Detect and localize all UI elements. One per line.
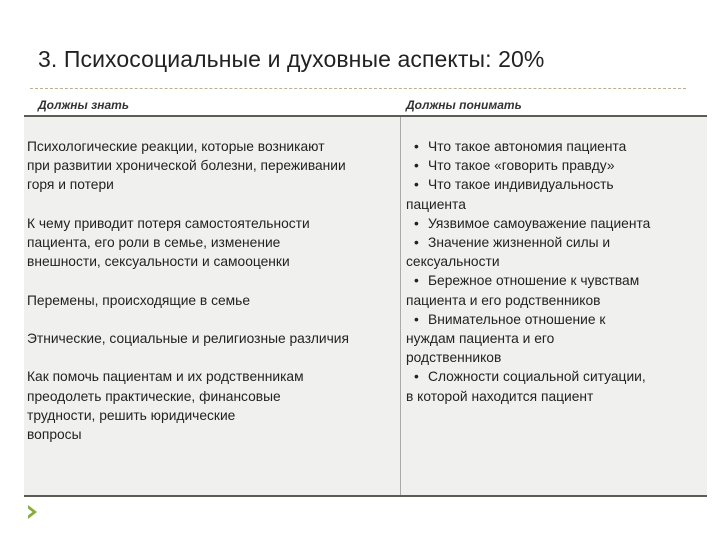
must-know-line: Этнические, социальные и религиозные различия [27,330,349,346]
must-understand-item [406,175,706,194]
must-know-line: пациента, его роли в семье, изменение [27,235,281,250]
must-understand-text: сексуальности [406,254,500,270]
must-understand-line [406,387,706,406]
must-understand-line [406,252,706,271]
bullet-icon: • [414,215,419,231]
aspects-table [24,93,707,497]
must-understand-text: Внимательное отношение к [428,311,606,327]
must-understand-column [406,137,706,406]
must-understand-item [406,233,706,252]
header-must-know: Должны знать [38,98,129,112]
must-understand-item [406,156,706,175]
must-understand-text: нуждам пациента и его [406,331,555,347]
must-know-line: горя и потери [27,177,114,193]
must-understand-text: Бережное отношение к чувствам [428,273,640,289]
must-understand-text: Что такое индивидуальность [428,177,614,193]
header-must-understand: Должны понимать [406,98,522,112]
column-divider [400,117,401,495]
must-understand-item [406,310,706,329]
must-know-line: преодолеть практические, финансовые [27,388,281,404]
bullet-icon: • [414,158,419,174]
header-divider [24,115,707,117]
must-know-item [27,137,399,195]
must-understand-text: Что такое автономия пациента [428,139,627,154]
must-understand-line [406,329,706,348]
title-divider [30,88,686,89]
must-know-line: внешности, сексуальности и самооценки [27,254,290,270]
must-understand-text: Значение жизненной силы и [428,235,611,251]
must-understand-text: пациента и его родственников [406,292,601,308]
must-know-line: при развитии хронической болезни, переживании [27,158,346,174]
must-understand-text: Уязвимое самоуважение пациента [428,215,651,231]
bullet-icon: • [414,139,419,154]
must-know-line: Психологические реакции, которые возникают [27,139,325,154]
must-understand-item [406,137,706,156]
must-understand-item [406,367,706,386]
bullet-icon: • [414,311,419,327]
must-know-line: трудности, решить юридические [27,407,236,423]
must-know-column [27,137,399,463]
must-understand-text: Что такое «говорить правду» [428,158,615,174]
must-know-item [27,367,399,444]
table-header-row [24,93,707,115]
bullet-icon: • [414,273,419,289]
must-understand-text: Сложности социальной ситуации, [428,369,646,385]
must-know-line: Как помочь пациентам и их родственникам [27,369,304,385]
must-know-line: К чему приводит потеря самостоятельности [27,215,310,231]
must-understand-line [406,195,706,214]
must-know-line: вопросы [27,426,82,442]
bullet-icon: • [414,369,419,385]
arrow-right-icon [27,504,39,520]
bullet-icon: • [414,177,419,193]
must-know-item [27,329,399,348]
must-understand-text: пациента [406,196,466,212]
must-know-item [27,291,399,310]
must-understand-item [406,271,706,290]
must-know-line: Перемены, происходящие в семье [27,292,251,308]
slide-title: 3. Психосоциальные и духовные аспекты: 20% [38,46,545,72]
must-understand-text: в которой находится пациент [406,388,594,404]
bullet-icon: • [414,235,419,251]
must-understand-line [406,348,706,367]
must-know-item [27,214,399,272]
must-understand-line [406,291,706,310]
must-understand-text: родственников [406,350,502,366]
must-understand-item [406,214,706,233]
